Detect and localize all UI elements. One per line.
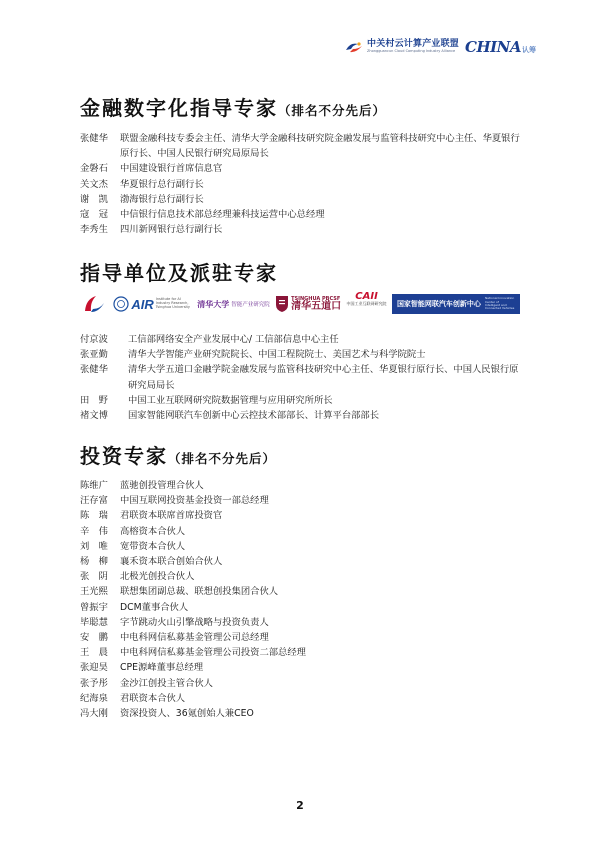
list-item [80, 660, 520, 675]
list-item [80, 630, 520, 645]
expert-name: 陈维广 [80, 480, 108, 491]
finance-title-note: （排名不分先后） [278, 103, 387, 118]
list-item [80, 493, 520, 508]
expert-desc: CPE源峰董事总经理 [120, 662, 204, 674]
expert-name: 汪存富 [80, 495, 108, 507]
expert-name: 金磐石 [80, 163, 108, 175]
guidance-section-title [80, 257, 278, 286]
air-logo-text: AIR [131, 296, 154, 312]
expert-desc: 中国建设银行首席信息官 [120, 163, 223, 175]
list-item [80, 177, 520, 192]
expert-name: 付京波 [80, 334, 108, 345]
list-item [80, 676, 520, 691]
pbcsf-logo [275, 292, 341, 316]
investment-expert-list [80, 478, 520, 721]
guidance-expert-list [80, 332, 520, 423]
pbcsf-logo-cn: 清华五道口 [291, 300, 342, 312]
zgc-swirl-icon [344, 40, 364, 54]
expert-name: 田 野 [80, 394, 108, 406]
expert-desc: 华夏银行总行副行长 [120, 178, 204, 190]
expert-desc: 清华大学五道口金融学院金融发展与监管科技研究中心主任、华夏银行原行长、中国人民银行原研究局局长 [128, 364, 519, 391]
expert-name: 安 鹏 [80, 632, 108, 644]
expert-name: 王光熙 [80, 586, 108, 598]
pbcsf-logo-en: TSINGHUA PBCSF [291, 295, 341, 302]
list-item [80, 222, 520, 237]
list-item [80, 691, 520, 706]
list-item [80, 478, 520, 493]
expert-desc: 高榕资本合伙人 [120, 525, 186, 537]
investment-title-text: 投资专家 [80, 444, 168, 468]
list-item [80, 332, 520, 347]
china-logo [465, 38, 536, 56]
expert-desc: 襄禾资本联合创始合伙人 [120, 556, 223, 568]
caii-logo [347, 292, 387, 316]
miit-emblem-icon [82, 293, 106, 315]
expert-desc: 君联资本合伙人 [120, 692, 186, 704]
list-item [80, 554, 520, 569]
guidance-title-text: 指导单位及派驻专家 [80, 261, 278, 285]
list-item [80, 207, 520, 222]
expert-desc: 北极光创投合伙人 [120, 571, 195, 583]
list-item [80, 645, 520, 660]
list-item [80, 393, 520, 408]
expert-name: 寇 冠 [80, 209, 108, 221]
expert-name: 辛 伟 [80, 525, 108, 537]
expert-name: 张迎昊 [80, 662, 108, 674]
expert-name: 王 晨 [80, 647, 108, 659]
expert-name: 张亚勤 [80, 349, 108, 361]
finance-expert-list [80, 131, 520, 237]
expert-desc: 联想集团副总裁、联想创投集团合伙人 [120, 586, 279, 598]
expert-name: 关文杰 [80, 178, 108, 190]
caii-logo-text: CAII [355, 291, 378, 302]
zgc-logo-en: Zhongguancun Cloud Computing Industry Alliance [367, 49, 456, 54]
expert-desc: 中电科网信私募基金管理公司总经理 [120, 632, 269, 644]
expert-name: 谢 凯 [80, 193, 108, 205]
list-item [80, 347, 520, 362]
expert-desc: 字节跳动火山引擎战略与投资负责人 [120, 616, 269, 628]
list-item [80, 131, 520, 161]
list-item [80, 524, 520, 539]
list-item [80, 569, 520, 584]
china-logo-cn: 认筹 [522, 45, 536, 54]
list-item [80, 192, 520, 207]
miit-logo [80, 292, 108, 316]
investment-title-note: （排名不分先后） [168, 451, 277, 466]
expert-name: 张健华 [80, 133, 108, 144]
expert-desc: 渤海银行总行副行长 [120, 193, 204, 205]
expert-desc: 中国互联网投资基金投资一部总经理 [120, 495, 269, 507]
list-item [80, 584, 520, 599]
expert-desc: 四川新网银行总行副行长 [120, 224, 223, 236]
zgc-logo-cn: 中关村云计算产业联盟 [367, 39, 460, 50]
expert-desc: 中电科网信私募基金管理公司投资二部总经理 [120, 647, 306, 659]
air-logo-sub: Institute for AI Industry Research, Tsinghua University [155, 297, 190, 309]
expert-name: 张予彤 [80, 677, 108, 689]
expert-name: 张健华 [80, 364, 108, 376]
expert-desc: 联盟金融科技专委会主任、清华大学金融科技研究院金融发展与监管科技研究中心主任、华夏银行原行长、中国人民银行研究局原局长 [120, 133, 520, 160]
expert-desc: 工信部网络安全产业发展中心/ 工信部信息中心主任 [128, 334, 339, 345]
list-item [80, 615, 520, 630]
list-item [80, 161, 520, 176]
expert-desc: 宽带资本合伙人 [120, 540, 186, 552]
header-logos [344, 38, 536, 56]
expert-name: 毕聪慧 [80, 616, 108, 628]
national-center-logo-cn: 国家智能网联汽车创新中心 [396, 300, 481, 308]
national-center-logo-sub: National Innovation Center of Intelligent and Connected Vehicles [484, 296, 515, 311]
expert-name: 张 阴 [80, 571, 108, 583]
finance-title-text: 金融数字化指导专家 [80, 96, 278, 120]
expert-desc: DCM董事合伙人 [120, 601, 189, 613]
finance-section-title [80, 92, 386, 121]
zgc-alliance-logo [344, 40, 459, 54]
list-item [80, 706, 520, 721]
expert-desc: 中信银行信息技术部总经理兼科技运营中心总经理 [120, 209, 325, 221]
list-item [80, 600, 520, 615]
list-item [80, 408, 520, 423]
expert-name: 陈 瑞 [80, 510, 108, 522]
expert-desc: 国家智能网联汽车创新中心云控技术部部长、计算平台部部长 [128, 410, 380, 422]
list-item [80, 539, 520, 554]
expert-name: 纪海泉 [80, 692, 108, 704]
china-logo-text: CHINA [465, 38, 521, 56]
national-center-logo [392, 294, 520, 314]
tsinghua-logo-cn: 清华大学 [197, 298, 230, 309]
expert-name: 曾振宇 [80, 601, 108, 613]
pbcsf-shield-icon [275, 295, 289, 313]
air-logo [113, 292, 191, 316]
tsinghua-logo-sub: 智能产业研究院 [231, 302, 270, 308]
partner-logo-strip [80, 291, 520, 317]
expert-desc: 清华大学智能产业研究院院长、中国工程院院士、美国艺术与科学院院士 [128, 349, 426, 361]
expert-name: 褚文博 [80, 410, 108, 422]
expert-desc: 资深投资人、36氪创始人兼CEO [120, 708, 254, 720]
expert-desc: 蓝驰创投管理合伙人 [120, 480, 204, 491]
expert-desc: 君联资本联席首席投资官 [120, 510, 223, 522]
expert-name: 刘 唯 [80, 540, 108, 552]
list-item [80, 362, 520, 392]
tsinghua-logo [197, 292, 270, 316]
expert-desc: 中国工业互联网研究院数据管理与应用研究所所长 [128, 394, 333, 406]
caii-logo-sub: 中国工业互联网研究院 [346, 301, 387, 306]
tsinghua-seal-icon [113, 296, 129, 312]
expert-desc: 金沙江创投主管合伙人 [120, 677, 213, 689]
list-item [80, 508, 520, 523]
page-number: 2 [296, 799, 304, 812]
expert-name: 杨 柳 [80, 556, 108, 568]
investment-section-title [80, 440, 276, 469]
expert-name: 冯大刚 [80, 708, 108, 720]
expert-name: 李秀生 [80, 224, 108, 236]
